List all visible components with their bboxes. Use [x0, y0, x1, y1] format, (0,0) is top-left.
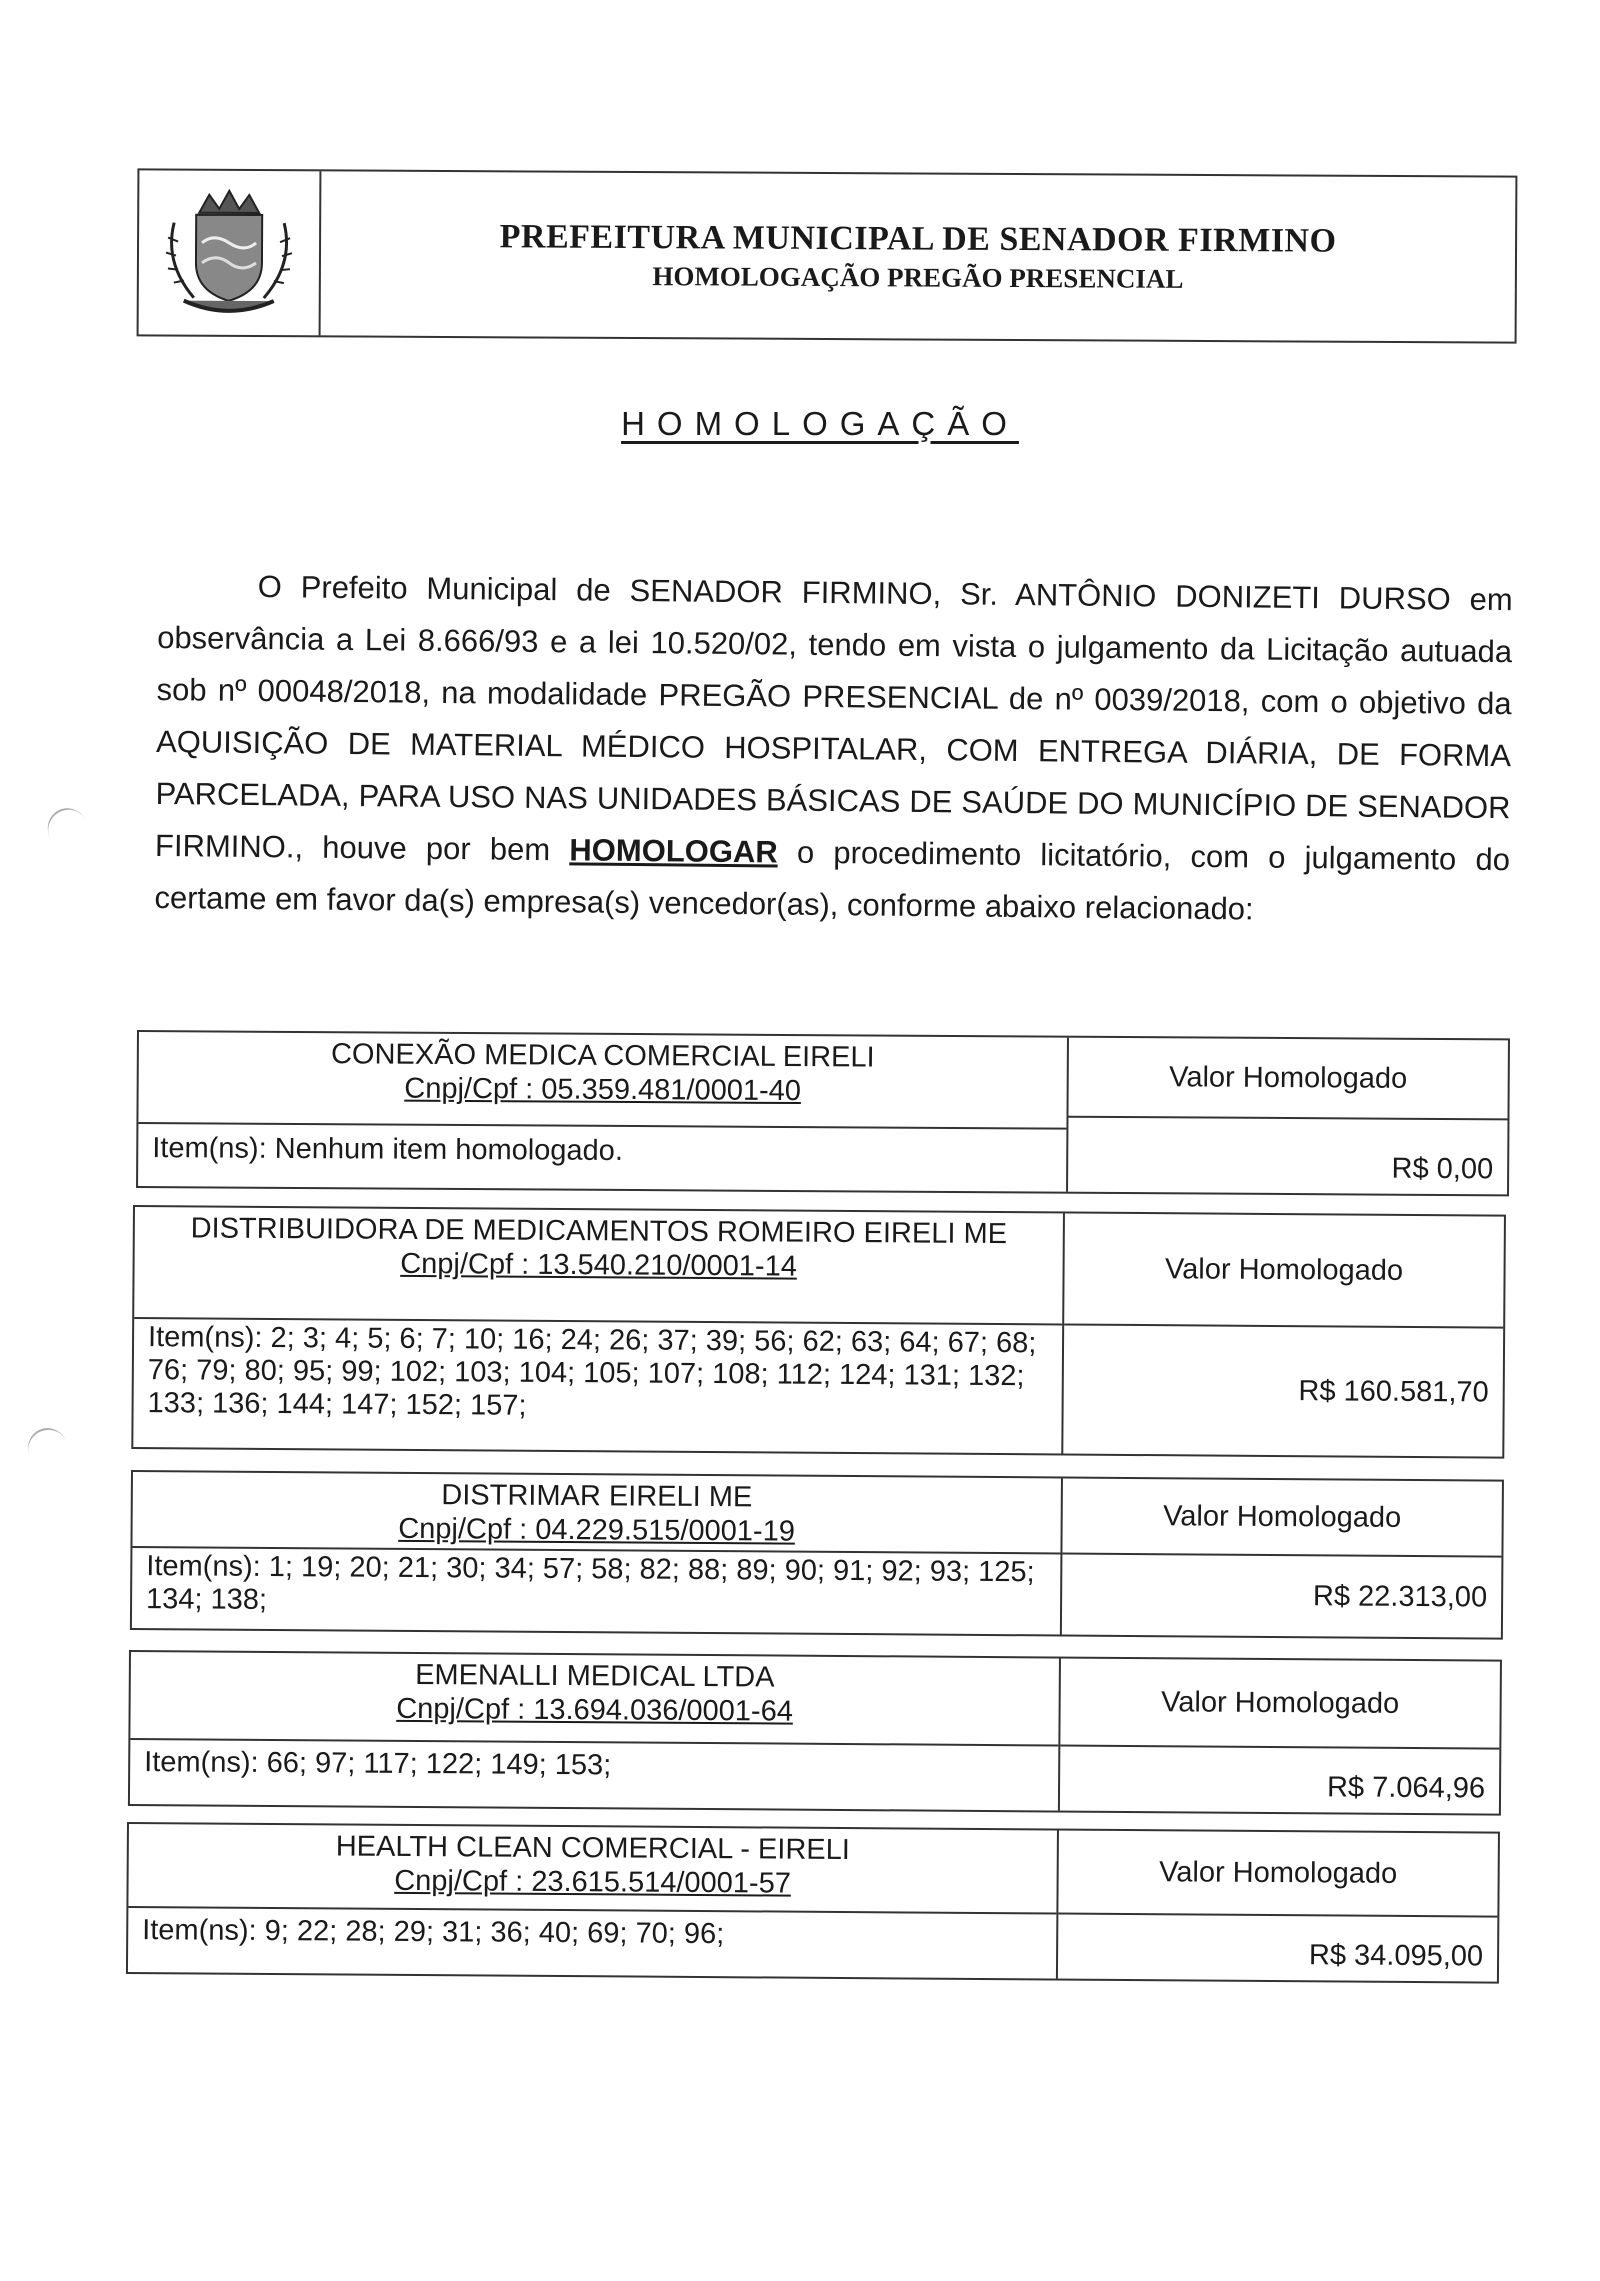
letterhead-title: PREFEITURA MUNICIPAL DE SENADOR FIRMINO [499, 217, 1337, 260]
vendor-name: EMENALLI MEDICAL LTDA [415, 1658, 775, 1694]
vendor-items: Item(ns): 1; 19; 20; 21; 30; 34; 57; 58; 82; 88; 89; 90; 91; 92; 93; 125; 134; 138; [145, 1550, 1035, 1616]
vendor-amount: R$ 22.313,00 [1312, 1579, 1488, 1613]
vendor-items: Item(ns): 2; 3; 4; 5; 6; 7; 10; 16; 24; 26; 37; 39; 56; 62; 63; 64; 67; 68; 76; 79; 80; 95; 99; 102; 103; 104; 105; 107; 108; 112; 124; 131; 132; 133; 136; 144; 147; 152; 157; [147, 1321, 1037, 1422]
paragraph-text-end: o procedimento licitatório, com o julgamento do certame em favor da(s) empresa(s) vencedor(as), conforme abaixo relacionado: [154, 834, 1511, 927]
vendor-amount: R$ 34.095,00 [1308, 1939, 1484, 1973]
valor-homologado-label: Valor Homologado [1064, 1214, 1504, 1329]
valor-homologado-label: Valor Homologado [1060, 1659, 1500, 1750]
letterhead [137, 168, 1518, 343]
vendor-items: Item(ns): 66; 97; 117; 122; 149; 153; [144, 1746, 612, 1782]
vendor-amount: R$ 7.064,96 [1326, 1771, 1486, 1805]
vendor-amount: R$ 160.581,70 [1298, 1374, 1489, 1408]
vendor-name: CONEXÃO MEDICA COMERCIAL EIRELI [330, 1038, 875, 1074]
vendor-cnpj: Cnpj/Cpf : 04.229.515/0001-19 [398, 1512, 796, 1548]
vendor-items: Item(ns): 9; 22; 28; 29; 31; 36; 40; 69; 70; 96; [142, 1914, 725, 1951]
paragraph-bold-term: HOMOLOGAR [569, 832, 778, 870]
vendor-cnpj: Cnpj/Cpf : 05.359.481/0001-40 [404, 1072, 802, 1108]
scan-artifact [22, 1422, 74, 1475]
vendor-cnpj: Cnpj/Cpf : 13.694.036/0001-64 [396, 1692, 794, 1728]
vendor-cnpj: Cnpj/Cpf : 23.615.514/0001-57 [394, 1864, 792, 1900]
valor-homologado-label: Valor Homologado [1058, 1831, 1498, 1918]
vendor-name: DISTRIBUIDORA DE MEDICAMENTOS ROMEIRO EIRELI ME [190, 1212, 1008, 1251]
vendor-name: DISTRIMAR EIRELI ME [441, 1479, 753, 1514]
homologation-paragraph [154, 560, 1513, 938]
valor-homologado-label: Valor Homologado [1062, 1479, 1502, 1558]
vendor-table [131, 1205, 1506, 1459]
paragraph-text-start: O Prefeito Municipal de SENADOR FIRMINO, Sr. ANTÔNIO DONIZETI DURSO em observância a Lei 8.666/93 e a lei 10.520/02, tendo em vista o julgamento da Licitação autuada sob nº 00048/2018, na modalidade PREGÃO PRESENCIAL de nº 0039/2018, com o objetivo da AQUISIÇÃO DE MATERIAL MÉDICO HOSPITALAR, COM ENTREGA DIÁRIA, DE FORMA PARCELADA, PARA USO NAS UNIDADES BÁSICAS DE SAÚDE DO MUNICÍPIO DE SENADOR FIRMINO., houve por bem [154, 569, 1513, 868]
scan-artifact [40, 801, 96, 857]
municipal-crest [139, 170, 322, 335]
valor-homologado-label: Valor Homologado [1068, 1038, 1507, 1121]
vendor-amount: R$ 0,00 [1391, 1152, 1494, 1186]
vendor-name: HEALTH CLEAN COMERCIAL - EIRELI [335, 1830, 850, 1867]
vendor-table [126, 1822, 1500, 1984]
vendor-items: Item(ns): Nenhum item homologado. [152, 1132, 624, 1167]
coat-of-arms-icon [154, 182, 305, 323]
letterhead-subtitle: HOMOLOGAÇÃO PREGÃO PRESENCIAL [652, 260, 1184, 294]
vendor-cnpj: Cnpj/Cpf : 13.540.210/0001-14 [400, 1247, 798, 1283]
document-heading: HOMOLOGAÇÃO [621, 405, 1019, 442]
vendor-table [136, 1030, 1510, 1196]
vendor-table [130, 1470, 1504, 1640]
vendor-table [128, 1650, 1502, 1816]
